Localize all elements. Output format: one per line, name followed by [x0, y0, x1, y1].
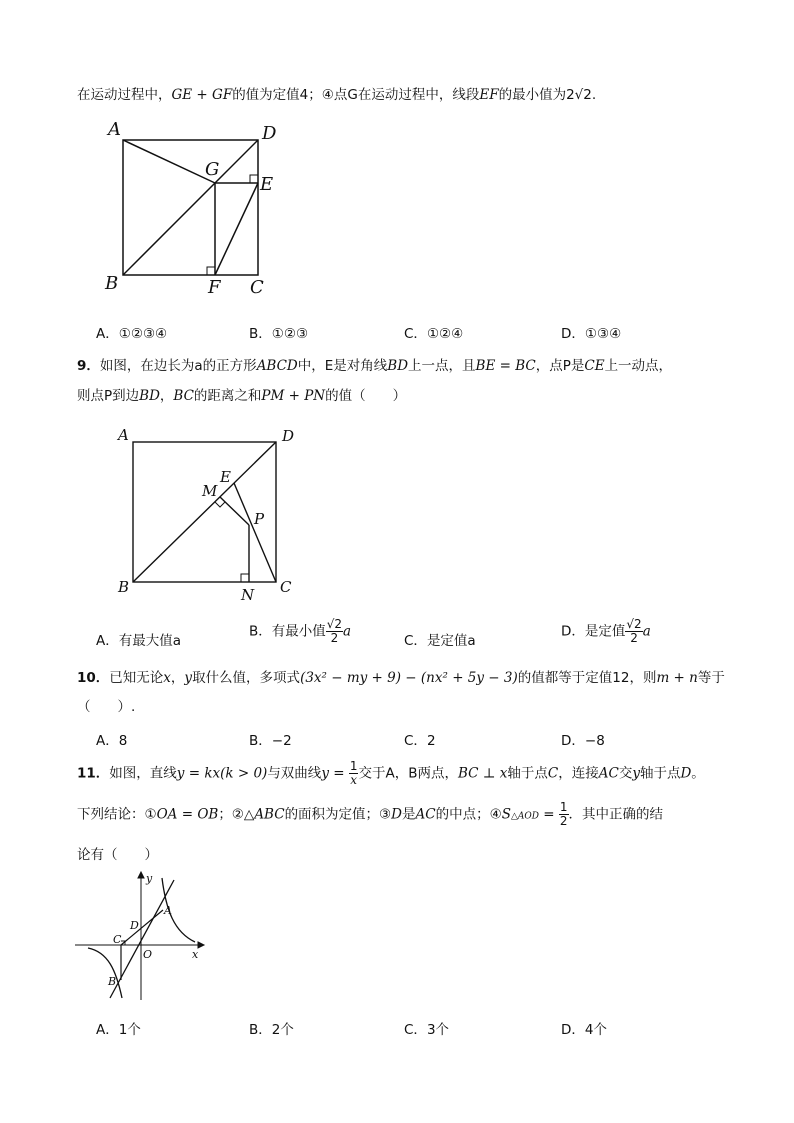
- q9-option-b-fraction: $\frac{√2}{2}$: [326, 617, 343, 645]
- fig8-label-d: D: [262, 123, 277, 144]
- q11-option-c[interactable]: C．3个: [404, 1022, 450, 1038]
- figure-q9-square: [110, 422, 310, 607]
- fig8-label-b: B: [105, 273, 119, 294]
- q11-hyperbola-fraction: $\frac{1}{x}$: [349, 759, 358, 787]
- q9-option-a[interactable]: A．有最大值a: [96, 633, 182, 649]
- q9-line-1: 9．如图，在边长为a的正方形ABCD中，E是对角线BD上一点，且BE = BC，点P是CE上一动点，: [77, 358, 673, 374]
- figure-q8-square: [100, 115, 290, 300]
- q9-option-b[interactable]: B．有最小值 $\frac{√2}{2}$ a: [249, 617, 352, 645]
- q11-line-2: 下列结论：①OA = OB；②△ABC的面积为定值；③D是AC的中点；④S△AOD = $\frac{1}{2}$ ．其中正确的结: [77, 800, 664, 828]
- fig9-label-d: D: [282, 427, 295, 445]
- fig11-label-o: O: [143, 948, 153, 961]
- q11-option-b[interactable]: B．2个: [249, 1022, 294, 1038]
- fig9-label-p: P: [254, 510, 265, 528]
- fig8-label-g: G: [205, 159, 220, 180]
- q10-option-a[interactable]: A．8: [96, 733, 128, 749]
- q11-option-d[interactable]: D．4个: [561, 1022, 607, 1038]
- fig11-label-x: x: [192, 948, 199, 961]
- q8-tail-line: 在运动过程中，GE + GF的值为定值4；④点G在运动过程中，线段EF的最小值为2√2.: [77, 87, 597, 103]
- fig9-label-a: A: [118, 426, 129, 444]
- fig11-label-a: A: [164, 904, 172, 917]
- q9-line-2: 则点P到边BD，BC的距离之和PM + PN的值（ ）: [77, 388, 407, 404]
- q9-option-d[interactable]: D．是定值 $\frac{√2}{2}$ a: [561, 617, 651, 645]
- fig9-label-m: M: [202, 482, 218, 500]
- q10-option-c[interactable]: C．2: [404, 733, 436, 749]
- q11-half-fraction: $\frac{1}{2}$: [559, 800, 568, 828]
- fig11-label-d: D: [130, 919, 139, 932]
- q8-option-a[interactable]: A．①②③④: [96, 326, 168, 342]
- q8-option-d[interactable]: D．①③④: [561, 326, 622, 342]
- fig8-label-f: F: [208, 277, 221, 298]
- fig9-label-e: E: [220, 468, 231, 486]
- fig9-label-b: B: [118, 578, 130, 596]
- fig8-label-a: A: [108, 119, 121, 140]
- q8-option-b[interactable]: B．①②③: [249, 326, 309, 342]
- fig11-label-y: y: [146, 872, 153, 885]
- fig8-label-e: E: [260, 174, 274, 195]
- figure-q11-graph: [70, 870, 210, 1005]
- q8-option-c[interactable]: C．①②④: [404, 326, 464, 342]
- q9-option-d-fraction: $\frac{√2}{2}$: [626, 617, 642, 645]
- q10-line-1: 10．已知无论x，y取什么值，多项式(3x² − my + 9) − (nx² + 5y − 3)的值都等于定值12，则m + n等于: [77, 670, 725, 686]
- q9-option-c[interactable]: C．是定值a: [404, 633, 476, 649]
- fig9-label-n: N: [241, 586, 255, 604]
- fig9-label-c: C: [280, 578, 292, 596]
- fig11-label-b: B: [108, 975, 117, 988]
- q11-option-a[interactable]: A．1个: [96, 1022, 141, 1038]
- fig8-label-c: C: [250, 277, 264, 298]
- fig11-label-c: C: [113, 933, 122, 946]
- q10-option-b[interactable]: B．−2: [249, 733, 292, 749]
- q10-option-d[interactable]: D．−8: [561, 733, 605, 749]
- q10-line-2: （ ）.: [77, 699, 136, 715]
- q11-line-1: 11．如图，直线y = kx(k > 0)与双曲线y = $\frac{1}{x}$ 交于A，B两点，BC ⊥ x轴于点C，连接AC交y轴于点D。: [77, 759, 705, 787]
- q11-line-3: 论有（ ）: [77, 847, 158, 863]
